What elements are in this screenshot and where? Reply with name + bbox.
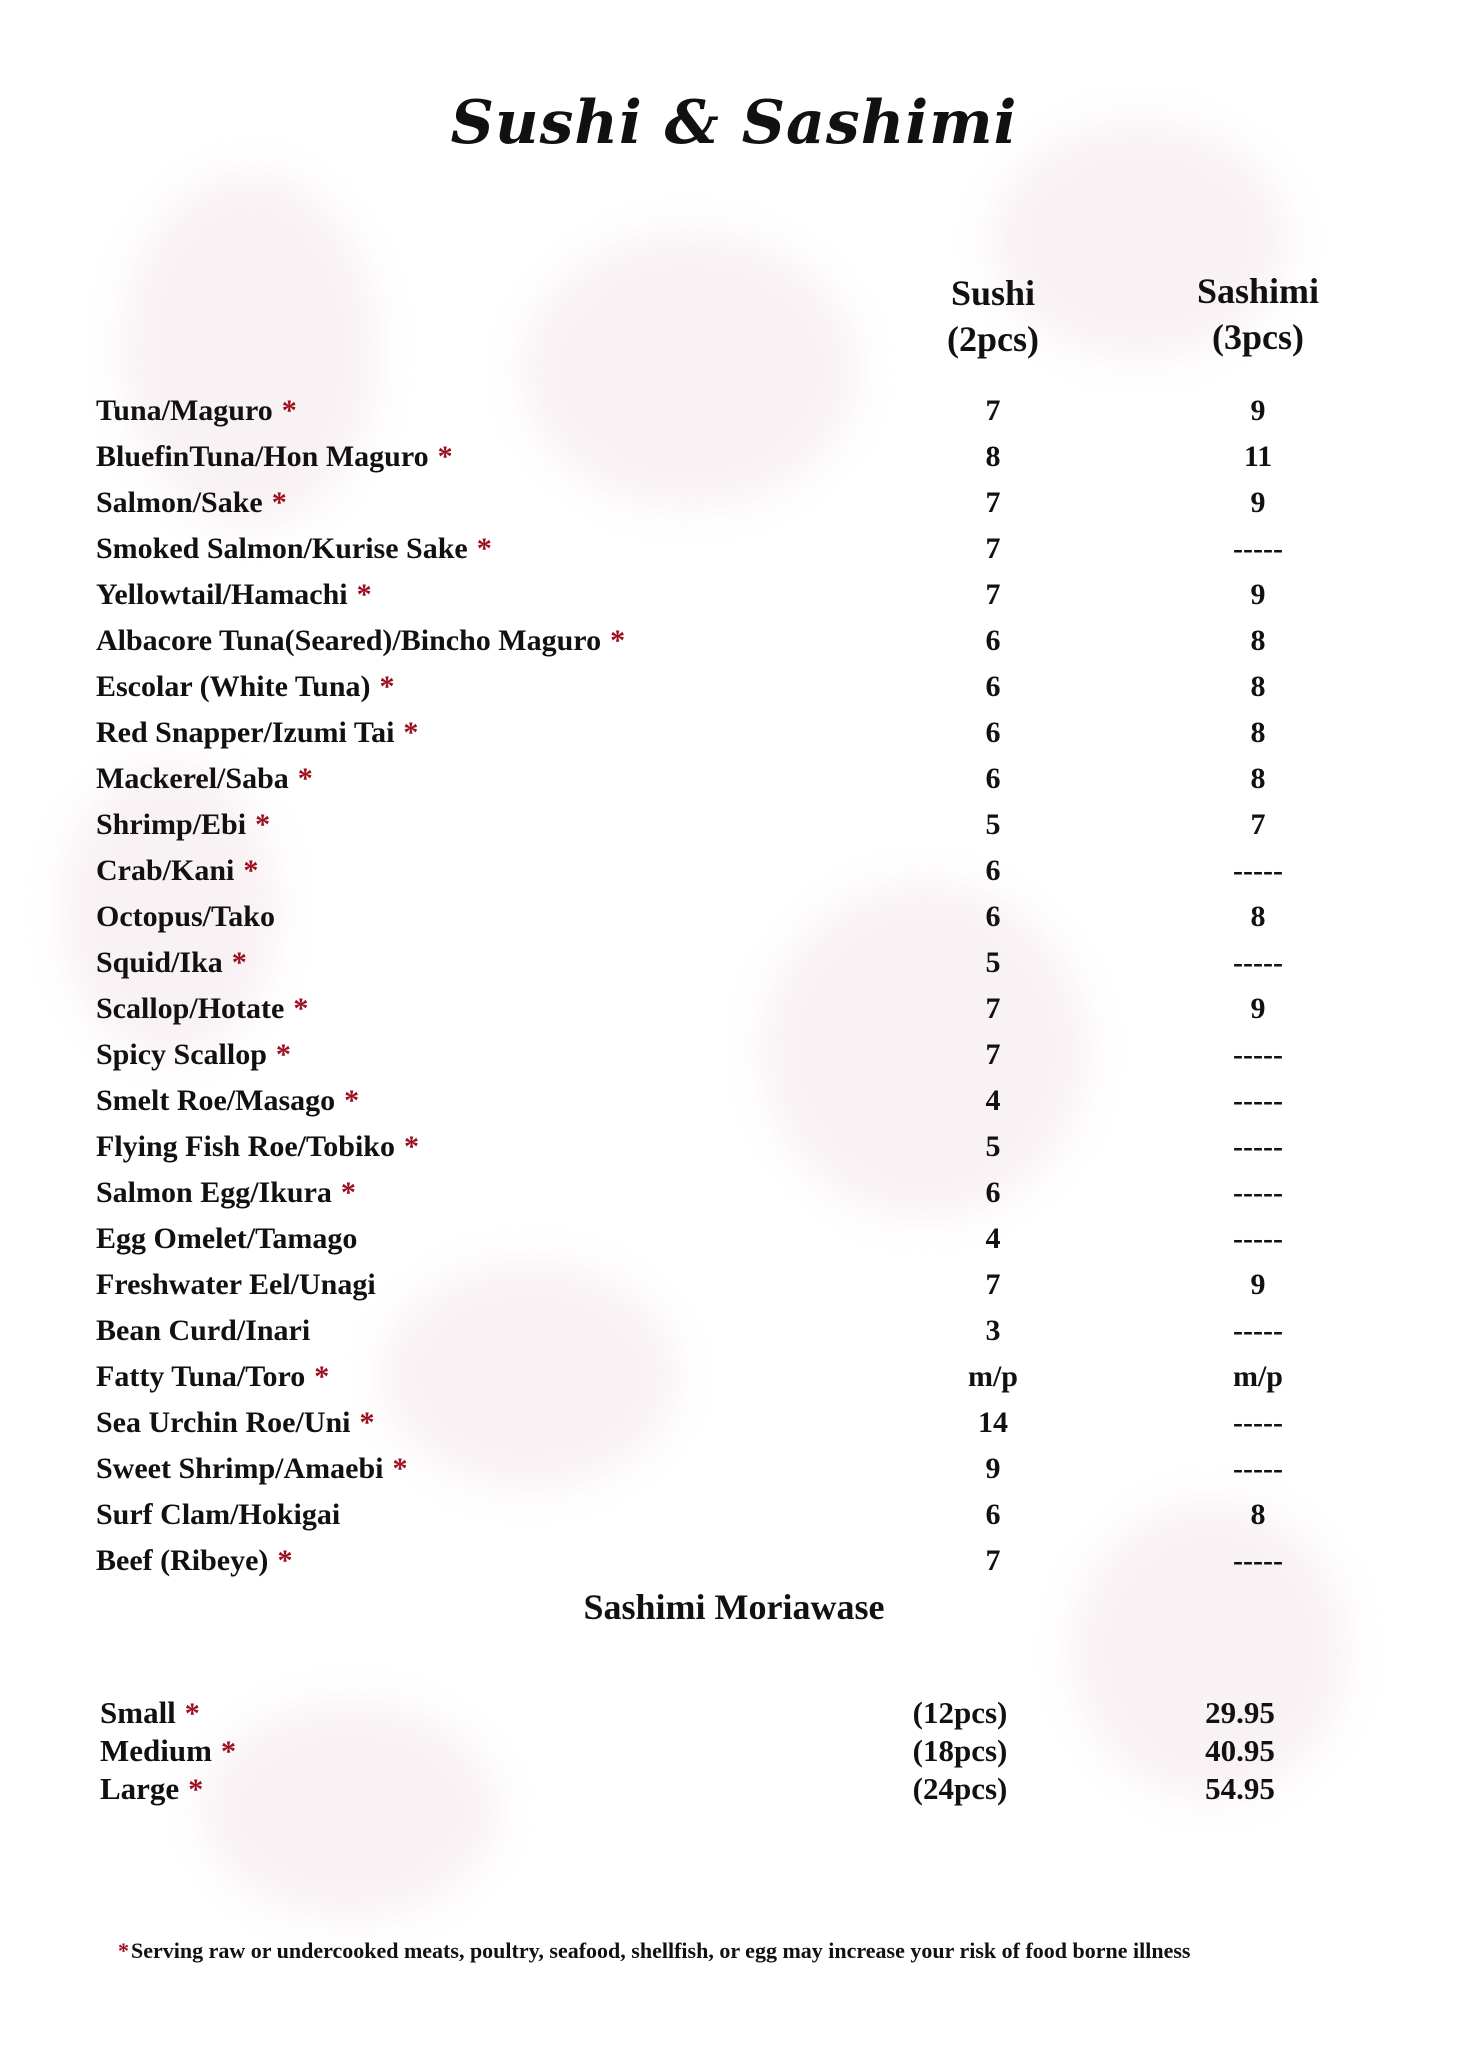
sashimi-column-header xyxy=(1138,268,1378,360)
sashimi-price: 9 xyxy=(1250,992,1266,1025)
sushi-price: 6 xyxy=(985,624,1001,657)
sashimi-price: 9 xyxy=(1250,486,1266,519)
sashimi-price: ----- xyxy=(1233,854,1283,887)
item-name xyxy=(96,532,492,566)
sushi-price: 7 xyxy=(985,578,1001,611)
menu-item-row xyxy=(0,1222,1468,1268)
item-name-label: Fatty Tuna/Toro xyxy=(96,1360,306,1393)
menu-item-row xyxy=(0,1544,1468,1590)
star-icon: * xyxy=(118,1938,129,1963)
star-icon: * xyxy=(277,1544,293,1577)
moriawase-size xyxy=(100,1771,203,1807)
moriawase-pieces: (12pcs) xyxy=(912,1695,1008,1730)
moriawase-price: 54.95 xyxy=(1205,1771,1275,1806)
sushi-column-header xyxy=(873,270,1113,362)
star-icon: * xyxy=(379,670,395,703)
menu-item-row xyxy=(0,900,1468,946)
moriawase-price: 40.95 xyxy=(1205,1733,1275,1768)
item-name-label: Smelt Roe/Masago xyxy=(96,1084,336,1117)
sushi-price: 6 xyxy=(985,762,1001,795)
sashimi-price: m/p xyxy=(1232,1360,1283,1393)
item-name xyxy=(96,1268,376,1302)
item-name-label: Bean Curd/Inari xyxy=(96,1314,311,1347)
menu-item-row xyxy=(0,1084,1468,1130)
sashimi-price: ----- xyxy=(1233,1130,1283,1163)
menu-item-row xyxy=(0,1130,1468,1176)
star-icon: * xyxy=(476,532,492,565)
star-icon: * xyxy=(275,1038,291,1071)
item-name-label: Yellowtail/Hamachi xyxy=(96,578,348,611)
sushi-price: 7 xyxy=(985,486,1001,519)
star-icon: * xyxy=(340,1176,356,1209)
star-icon: * xyxy=(392,1452,408,1485)
star-icon: * xyxy=(184,1697,200,1730)
menu-item-row xyxy=(0,440,1468,486)
sashimi-price: 9 xyxy=(1250,578,1266,611)
item-name xyxy=(96,900,275,934)
star-icon: * xyxy=(610,624,626,657)
item-name xyxy=(96,670,395,704)
sashimi-price: ----- xyxy=(1233,946,1283,979)
menu-item-row xyxy=(0,992,1468,1038)
menu-item-row xyxy=(0,670,1468,716)
item-name-label: Red Snapper/Izumi Tai xyxy=(96,716,395,749)
menu-item-row xyxy=(0,854,1468,900)
sashimi-price: ----- xyxy=(1233,1406,1283,1439)
item-name-label: Octopus/Tako xyxy=(96,900,275,933)
sashimi-price: ----- xyxy=(1233,1544,1283,1577)
sashimi-price: ----- xyxy=(1233,1452,1283,1485)
menu-title: Sushi & Sashimi xyxy=(450,88,1018,158)
sashimi-price: 7 xyxy=(1250,808,1266,841)
star-icon: * xyxy=(359,1406,375,1439)
raw-food-footnote xyxy=(118,1938,1190,1964)
menu-item-row xyxy=(0,394,1468,440)
sashimi-price: 9 xyxy=(1250,1268,1266,1301)
sushi-price: 6 xyxy=(985,1498,1001,1531)
item-name xyxy=(96,486,287,520)
item-name xyxy=(96,946,247,980)
sushi-price: 8 xyxy=(985,440,1001,473)
moriawase-row xyxy=(0,1695,1468,1735)
sushi-price: 7 xyxy=(985,532,1001,565)
item-name-label: Mackerel/Saba xyxy=(96,762,289,795)
sushi-price: 7 xyxy=(985,1544,1001,1577)
star-icon: * xyxy=(281,394,297,427)
menu-item-row xyxy=(0,1268,1468,1314)
star-icon: * xyxy=(297,762,313,795)
item-name-label: Freshwater Eel/Unagi xyxy=(96,1268,376,1301)
sushi-price: 4 xyxy=(985,1222,1001,1255)
sushi-price: 7 xyxy=(985,1268,1001,1301)
menu-item-row xyxy=(0,1176,1468,1222)
sushi-price: 6 xyxy=(985,1176,1001,1209)
menu-item-row xyxy=(0,624,1468,670)
sushi-header-label: Sushi xyxy=(950,273,1036,313)
item-name xyxy=(96,1544,292,1578)
item-name xyxy=(96,1038,291,1072)
item-name-label: Shrimp/Ebi xyxy=(96,808,247,841)
item-name-label: Crab/Kani xyxy=(96,854,235,887)
item-name-label: Egg Omelet/Tamago xyxy=(96,1222,358,1255)
menu-item-row xyxy=(0,1406,1468,1452)
item-name-label: Sweet Shrimp/Amaebi xyxy=(96,1452,384,1485)
sushi-price: 6 xyxy=(985,900,1001,933)
item-name-label: Surf Clam/Hokigai xyxy=(96,1498,341,1531)
item-name-label: Scallop/Hotate xyxy=(96,992,285,1025)
moriawase-row xyxy=(0,1733,1468,1773)
sashimi-price: 9 xyxy=(1250,394,1266,427)
item-name xyxy=(96,1360,329,1394)
sushi-price: 5 xyxy=(985,946,1001,979)
menu-item-row xyxy=(0,532,1468,578)
item-name xyxy=(96,1130,419,1164)
menu-item-row xyxy=(0,486,1468,532)
star-icon: * xyxy=(220,1735,236,1768)
moriawase-size-label: Small xyxy=(100,1695,176,1730)
item-name-label: Squid/Ika xyxy=(96,946,223,979)
sashimi-price: 8 xyxy=(1250,716,1266,749)
item-name xyxy=(96,1176,356,1210)
sashimi-price: ----- xyxy=(1233,1222,1283,1255)
star-icon: * xyxy=(403,716,419,749)
item-name xyxy=(96,1314,310,1348)
moriawase-price: 29.95 xyxy=(1205,1695,1275,1730)
sashimi-price: 8 xyxy=(1250,670,1266,703)
moriawase-heading: Sashimi Moriawase xyxy=(583,1587,885,1627)
sashimi-price: 8 xyxy=(1250,1498,1266,1531)
sushi-price: 6 xyxy=(985,716,1001,749)
star-icon: * xyxy=(243,854,259,887)
sashimi-price: ----- xyxy=(1233,1176,1283,1209)
item-name xyxy=(96,440,453,474)
sushi-price: 14 xyxy=(978,1406,1008,1439)
sashimi-price: ----- xyxy=(1233,1038,1283,1071)
moriawase-size-label: Medium xyxy=(100,1733,212,1768)
menu-item-row xyxy=(0,716,1468,762)
item-name-label: Tuna/Maguro xyxy=(96,394,273,427)
sashimi-price: ----- xyxy=(1233,1314,1283,1347)
star-icon: * xyxy=(314,1360,330,1393)
star-icon: * xyxy=(255,808,271,841)
moriawase-row xyxy=(0,1771,1468,1811)
sushi-price: 6 xyxy=(985,854,1001,887)
star-icon: * xyxy=(344,1084,360,1117)
sushi-price: 4 xyxy=(985,1084,1001,1117)
item-name xyxy=(96,1452,408,1486)
menu-item-row xyxy=(0,1314,1468,1360)
moriawase-size xyxy=(100,1695,200,1731)
sushi-price: 5 xyxy=(985,1130,1001,1163)
item-name-label: Flying Fish Roe/Tobiko xyxy=(96,1130,395,1163)
menu-item-row xyxy=(0,808,1468,854)
item-name-label: Beef (Ribeye) xyxy=(96,1544,269,1577)
sashimi-price: 8 xyxy=(1250,762,1266,795)
star-icon: * xyxy=(188,1773,204,1806)
item-name xyxy=(96,1222,357,1256)
item-name xyxy=(96,808,270,842)
menu-item-row xyxy=(0,1360,1468,1406)
star-icon: * xyxy=(356,578,372,611)
item-name xyxy=(96,1498,340,1532)
sushi-header-pieces: (2pcs) xyxy=(947,319,1039,359)
moriawase-pieces: (18pcs) xyxy=(912,1733,1008,1768)
item-name-label: Albacore Tuna(Seared)/Bincho Maguro xyxy=(96,624,602,657)
item-name xyxy=(96,762,313,796)
sushi-price: 7 xyxy=(985,992,1001,1025)
sushi-price: 5 xyxy=(985,808,1001,841)
item-name xyxy=(96,716,418,750)
item-name-label: Smoked Salmon/Kurise Sake xyxy=(96,532,468,565)
sashimi-header-pieces: (3pcs) xyxy=(1212,317,1304,357)
star-icon: * xyxy=(231,946,247,979)
item-name xyxy=(96,578,372,612)
sushi-price: 7 xyxy=(985,394,1001,427)
star-icon: * xyxy=(437,440,453,473)
item-name-label: Spicy Scallop xyxy=(96,1038,267,1071)
sashimi-header-label: Sashimi xyxy=(1196,271,1320,311)
item-name xyxy=(96,854,258,888)
item-name xyxy=(96,992,308,1026)
item-name-label: BluefinTuna/Hon Maguro xyxy=(96,440,429,473)
moriawase-size xyxy=(100,1733,236,1769)
item-name xyxy=(96,394,297,428)
sashimi-price: 8 xyxy=(1250,624,1266,657)
menu-item-row xyxy=(0,762,1468,808)
menu-item-row xyxy=(0,1038,1468,1084)
sashimi-price: 11 xyxy=(1243,440,1273,473)
item-name xyxy=(96,624,625,658)
menu-item-row xyxy=(0,1498,1468,1544)
item-name xyxy=(96,1406,374,1440)
sushi-price: 3 xyxy=(985,1314,1001,1347)
sushi-price: 6 xyxy=(985,670,1001,703)
footnote-text: Serving raw or undercooked meats, poultry, seafood, shellfish, or egg may increase your risk of food borne illness xyxy=(131,1938,1191,1963)
star-icon: * xyxy=(403,1130,419,1163)
menu-item-row xyxy=(0,946,1468,992)
moriawase-size-label: Large xyxy=(100,1771,180,1806)
menu-item-row xyxy=(0,578,1468,624)
star-icon: * xyxy=(293,992,309,1025)
item-name xyxy=(96,1084,359,1118)
sashimi-price: ----- xyxy=(1233,1084,1283,1117)
sushi-price: 7 xyxy=(985,1038,1001,1071)
menu-item-row xyxy=(0,1452,1468,1498)
item-name-label: Sea Urchin Roe/Uni xyxy=(96,1406,351,1439)
item-name-label: Salmon Egg/Ikura xyxy=(96,1176,332,1209)
star-icon: * xyxy=(271,486,287,519)
item-name-label: Escolar (White Tuna) xyxy=(96,670,371,703)
sushi-price: 9 xyxy=(985,1452,1001,1485)
item-name-label: Salmon/Sake xyxy=(96,486,263,519)
sashimi-price: 8 xyxy=(1250,900,1266,933)
moriawase-pieces: (24pcs) xyxy=(912,1771,1008,1806)
sushi-price: m/p xyxy=(967,1360,1018,1393)
sashimi-price: ----- xyxy=(1233,532,1283,565)
